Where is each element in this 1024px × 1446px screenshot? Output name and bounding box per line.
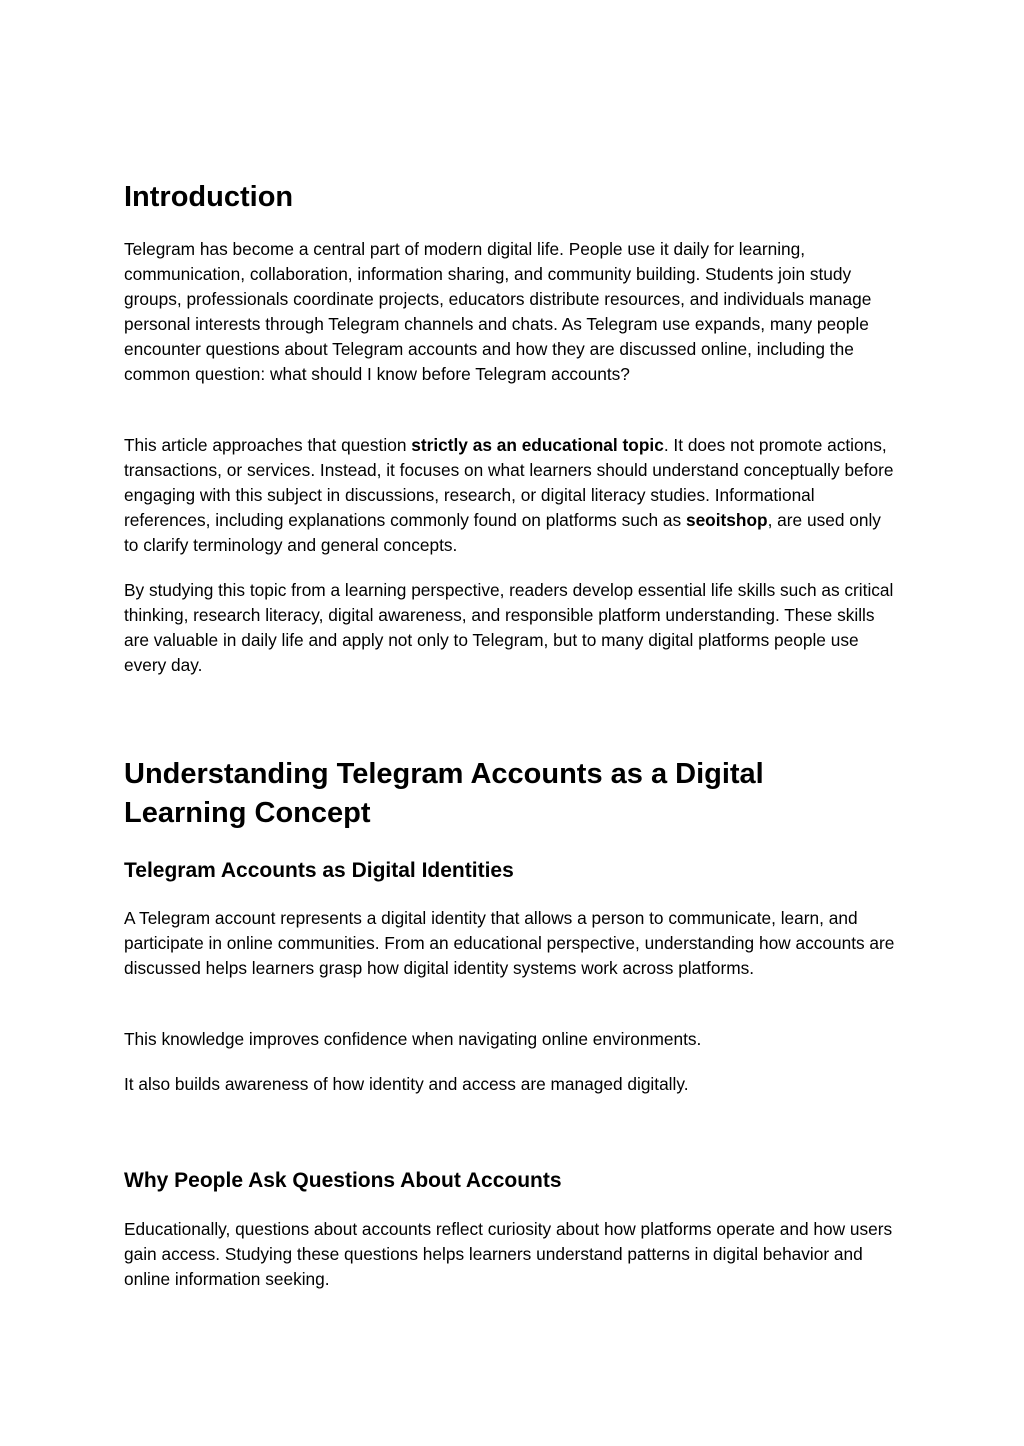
introduction-heading: Introduction: [124, 181, 294, 213]
why-subheading: Why People Ask Questions About Accounts: [124, 1169, 562, 1192]
understanding-heading: Understanding Telegram Accounts as a Digital Learning Concept: [124, 758, 764, 829]
identities-subheading: Telegram Accounts as Digital Identities: [124, 859, 514, 882]
why-paragraph-1: Educationally, questions about accounts reflect curiosity about how platforms operate and how users gain access. Studying these questions helps learners understand patterns in digital behavior and online information seeking.: [124, 1219, 893, 1289]
bold-emphasis: seoitshop: [685, 510, 768, 530]
identities-paragraph-3: It also builds awareness of how identity and access are managed digitally.: [124, 1074, 689, 1094]
introduction-paragraph-3: By studying this topic from a learning perspective, readers develop essential life skills such as critical thinking, research literacy, digital awareness, and responsible platform understanding. These skills are valuable in daily life and apply not only to Telegram, but to many digital platforms people use every day.: [124, 580, 894, 675]
paragraph-text: , are used only to clarify terminology and general concepts.: [124, 510, 881, 555]
paragraph-text: This article approaches that question: [124, 435, 412, 455]
introduction-paragraph-1: Telegram has become a central part of modern digital life. People use it daily for learning, communication, collaboration, information sharing, and community building. Students join study groups, professionals coordinate projects, educators distribute resources, and individuals manage personal interests through Telegram channels and chats. As Telegram use expands, many people encounter questions about Telegram accounts and how they are discussed online, including the common question: what should I know before Telegram accounts?: [124, 239, 872, 384]
identities-paragraph-2: This knowledge improves confidence when navigating online environments.: [124, 1029, 702, 1049]
identities-paragraph-1: A Telegram account represents a digital identity that allows a person to communicate, learn, and participate in online communities. From an educational perspective, understanding how accounts are discussed helps learners grasp how digital identity systems work across platforms.: [124, 908, 895, 978]
introduction-paragraph-2: [124, 433, 900, 558]
paragraph-text: . It does not promote actions, transactions, or services. Instead, it focuses on what learners should understand conceptually before engaging with this subject in discussions, research, or digital literacy studies. Informational references, including explanations commonly found on platforms such as: [124, 435, 894, 530]
bold-emphasis: strictly as an educational topic: [411, 435, 664, 455]
